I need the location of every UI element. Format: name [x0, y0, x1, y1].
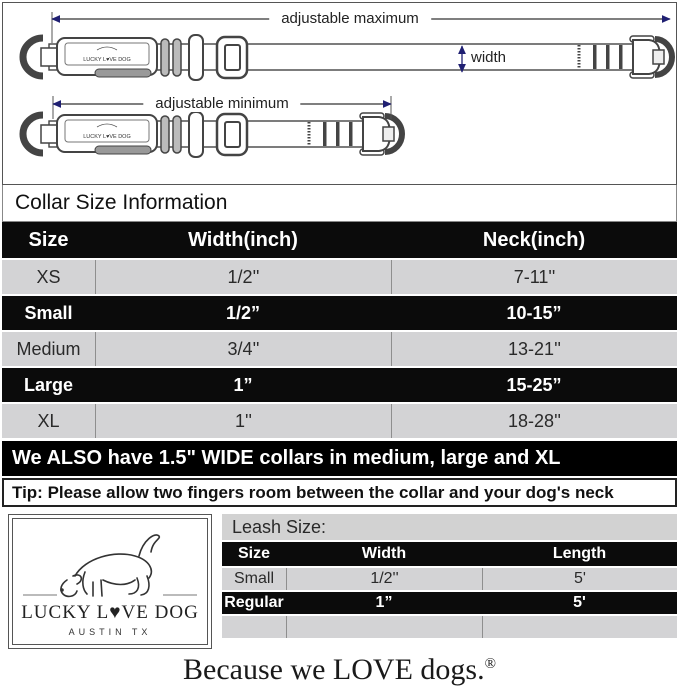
cell-size: XL: [37, 410, 60, 431]
cell-width: 1”: [233, 374, 253, 395]
table-row-xs: [2, 258, 677, 294]
label-adjustable-minimum: adjustable minimum: [143, 95, 300, 112]
cell-neck: 7-11'': [391, 260, 677, 294]
registered-mark: ®: [484, 656, 496, 672]
cell-size: XS: [36, 266, 61, 287]
label-width: width: [471, 49, 507, 66]
cell-size: Small: [24, 302, 73, 323]
cell-size: [222, 616, 286, 638]
bottom-section: [2, 514, 677, 649]
header-size: Size: [28, 228, 69, 251]
leash-section: [222, 514, 677, 649]
cell-width: 1”: [375, 594, 393, 611]
cell-width: [286, 616, 482, 638]
cell-width: 1/2'': [95, 260, 391, 294]
cell-size: Medium: [16, 338, 81, 359]
cell-neck: 18-28'': [391, 404, 677, 438]
header-size: Size: [237, 545, 270, 562]
cell-neck: 10-15”: [506, 302, 562, 323]
leash-table-header: [222, 542, 677, 566]
collar-size-table: [2, 222, 677, 438]
brand-name: LUCKY L♥VE DOG: [21, 602, 199, 623]
leash-row-small: [222, 566, 677, 590]
cell-length: 5': [573, 594, 586, 611]
cell-neck: 13-21'': [391, 332, 677, 366]
leash-row-regular: [222, 590, 677, 614]
brand-city: AUSTIN TX: [68, 627, 152, 637]
wide-collars-banner: We ALSO have 1.5" WIDE collars in medium, large and XL: [2, 441, 677, 476]
cell-size: Small: [233, 570, 274, 587]
collar-diagram-section: [2, 2, 677, 185]
header-length: Length: [552, 545, 607, 562]
cell-size: Regular: [224, 594, 284, 611]
slogan-text: Because we LOVE dogs.: [183, 653, 485, 686]
cell-width: 1'': [95, 404, 391, 438]
cell-width: 1/2'': [286, 568, 482, 590]
table-row-small: [2, 294, 677, 330]
cell-length: [482, 616, 677, 638]
collar-diagram-drawing: [3, 3, 679, 184]
header-width: Width(inch): [188, 228, 298, 251]
label-adjustable-maximum: adjustable maximum: [269, 10, 431, 27]
table-row-xl: [2, 402, 677, 438]
cell-length: 5': [482, 568, 677, 590]
brand-logo-box: [8, 514, 212, 649]
fit-tip: Tip: Please allow two fingers room between the collar and your dog's neck: [2, 478, 677, 507]
header-width: Width: [361, 545, 407, 562]
leash-row-empty: [222, 614, 677, 638]
table-row-medium: [2, 330, 677, 366]
leash-size-title: Leash Size:: [222, 514, 677, 540]
slogan: [2, 653, 677, 687]
collar-size-title: Collar Size Information: [2, 185, 677, 222]
cell-width: 3/4'': [95, 332, 391, 366]
cell-width: 1/2”: [225, 302, 261, 323]
cell-size: Large: [23, 374, 74, 395]
table-row-large: [2, 366, 677, 402]
leash-size-table: [222, 542, 677, 638]
brand-logo-inner: [12, 518, 208, 645]
header-neck: Neck(inch): [482, 228, 586, 251]
buckle-brand-text: LUCKY L♥VE DOG: [83, 57, 131, 63]
dog-logo-icon: [15, 526, 205, 606]
collar-table-header: [2, 222, 677, 258]
cell-neck: 15-25”: [506, 374, 562, 395]
